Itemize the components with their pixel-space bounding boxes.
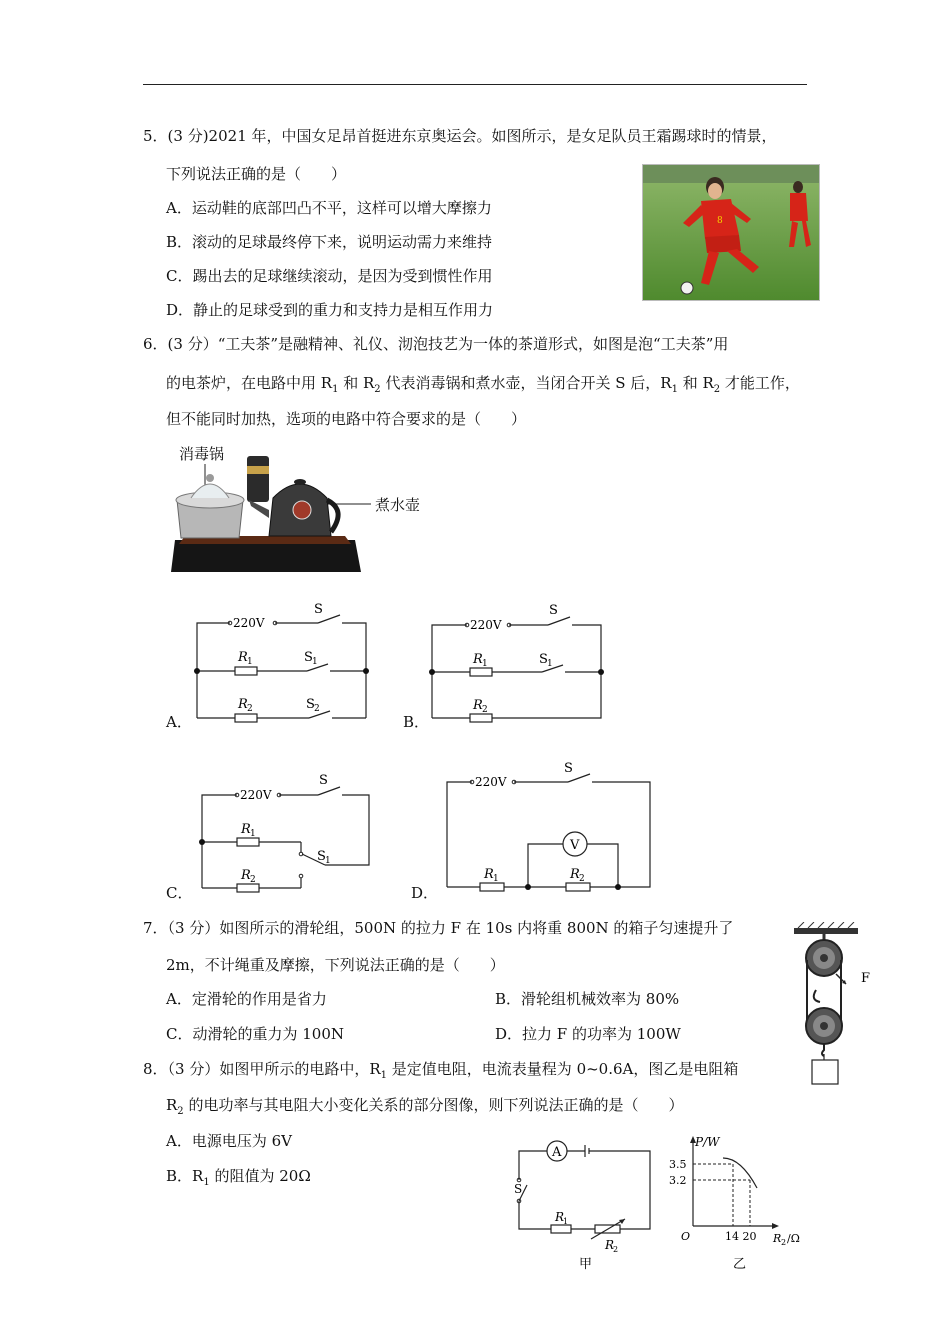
svg-text:R: R	[473, 652, 483, 667]
circuit-d	[440, 760, 660, 895]
svg-text:R: R	[238, 697, 248, 712]
q8-option-b[interactable]: B．$R_1$ 的阻值为 20Ω	[166, 1167, 311, 1188]
q5-option-a[interactable]: A．运动鞋的底部凹凸不平，这样可以增大摩擦力	[166, 199, 492, 217]
svg-text:1: 1	[250, 829, 256, 839]
svg-text:2: 2	[579, 874, 585, 884]
q7-option-c[interactable]: C．动滑轮的重力为 100N	[166, 1025, 345, 1043]
svg-text:3.5: 3.5	[669, 1158, 687, 1171]
q5-option-c[interactable]: C．踢出去的足球继续滚动，是因为受到惯性作用	[166, 267, 493, 285]
svg-text:220V: 220V	[470, 618, 502, 632]
svg-text:/Ω: /Ω	[787, 1232, 800, 1245]
svg-text:220V: 220V	[233, 616, 265, 630]
svg-text:P/W: P/W	[695, 1135, 720, 1149]
svg-text:2: 2	[613, 1245, 619, 1254]
q5-option-b[interactable]: B．滚动的足球最终停下来，说明运动需力来维持	[166, 233, 493, 251]
voltmeter-symbol: V	[570, 838, 580, 853]
circuit-b	[425, 598, 610, 728]
svg-text:1: 1	[325, 856, 331, 866]
svg-text:S: S	[317, 849, 326, 864]
force-label: F	[861, 971, 871, 986]
q7-stem-line1: 7．（3 分）如图所示的滑轮组，500N 的拉力 F 在 10s 内将重 800N 的箱子匀速提升了	[143, 919, 734, 937]
q6-stem-line3: 但不能同时加热，选项的电路中符合要求的是（ ）	[166, 410, 527, 428]
svg-text:S: S	[549, 603, 558, 618]
q6-option-a[interactable]: A．	[166, 713, 192, 731]
q7-option-b[interactable]: B．滑轮组机械效率为 80%	[495, 990, 680, 1008]
q5-stem-line2: 下列说法正确的是（ ）	[166, 165, 347, 183]
svg-text:O: O	[681, 1230, 691, 1243]
svg-text:R: R	[238, 650, 248, 665]
svg-text:2: 2	[781, 1238, 787, 1247]
q6-stem-line2: 的电茶炉，在电路中用 $R_1$ 和 $R_2$ 代表消毒锅和煮水壶，当闭合开关 S 后，$R_1$ 和 $R_2$ 才能工作，	[166, 374, 800, 395]
header-rule	[143, 84, 807, 85]
svg-text:S: S	[514, 1182, 523, 1196]
q7-option-d[interactable]: D．拉力 F 的功率为 100W	[495, 1025, 681, 1043]
q8-power-graph	[665, 1130, 815, 1275]
svg-text:1: 1	[482, 659, 488, 669]
q8-circuit-figure	[505, 1135, 665, 1273]
q6-stem-line1: 6．(3 分）“工夫茶”是融精神、礼仪、沏泡技艺为一体的茶道形式，如图是泡“工夫茶”用	[143, 335, 729, 353]
svg-text:R: R	[605, 1238, 615, 1252]
q6-option-d[interactable]: D．	[411, 884, 439, 902]
label-kettle: 煮水壶	[375, 496, 421, 514]
svg-text:R: R	[773, 1232, 782, 1245]
svg-text:1: 1	[247, 657, 253, 667]
svg-text:S: S	[539, 652, 548, 667]
q6-option-b[interactable]: B．	[403, 713, 430, 731]
fig-yi-caption: 乙	[733, 1257, 747, 1272]
svg-text:1: 1	[547, 659, 553, 669]
circuit-c	[195, 768, 380, 898]
svg-text:R: R	[241, 868, 251, 883]
q5-stem-line1: 5．(3 分)2021 年，中国女足昂首挺进东京奥运会。如图所示，是女足队员王霜踢球时的情景，	[143, 127, 777, 145]
q7-stem-line2: 2m，不计绳重及摩擦，下列说法正确的是（ ）	[166, 956, 505, 974]
svg-text:2: 2	[482, 705, 488, 715]
q8-stem-line1: 8．（3 分）如图甲所示的电路中，$R_1$ 是定值电阻，电流表量程为 0~0.6A，图乙是电阻箱	[143, 1060, 739, 1081]
svg-text:R: R	[484, 867, 494, 882]
pulley-system-figure	[790, 922, 880, 1088]
q7-option-a[interactable]: A．定滑轮的作用是省力	[166, 990, 327, 1008]
svg-text:R: R	[241, 822, 251, 837]
svg-text:R: R	[555, 1210, 565, 1224]
svg-text:3.2: 3.2	[669, 1174, 687, 1187]
svg-text:220V: 220V	[475, 775, 507, 789]
q5-option-d[interactable]: D．静止的足球受到的重力和支持力是相互作用力	[166, 301, 494, 319]
svg-text:S: S	[319, 773, 328, 788]
svg-text:1: 1	[493, 874, 499, 884]
ammeter-symbol: A	[552, 1145, 562, 1160]
svg-text:2: 2	[247, 704, 253, 714]
q6-option-c[interactable]: C．	[166, 884, 193, 902]
label-sterilizer: 消毒锅	[179, 445, 225, 463]
svg-text:R: R	[473, 698, 483, 713]
fig-jia-caption: 甲	[579, 1257, 593, 1272]
svg-text:S: S	[304, 650, 313, 665]
svg-text:1: 1	[563, 1217, 569, 1226]
svg-text:1: 1	[312, 657, 318, 667]
tea-stove-photo	[165, 440, 445, 580]
svg-text:S: S	[314, 602, 323, 617]
circuit-a	[190, 595, 375, 730]
svg-text:220V: 220V	[240, 788, 272, 802]
svg-text:8: 8	[717, 216, 723, 226]
q8-stem-line2: $R_2$ 的电功率与其电阻大小变化关系的部分图像，则下列说法正确的是（ ）	[166, 1096, 684, 1117]
svg-text:14 20: 14 20	[725, 1230, 757, 1243]
svg-text:S: S	[306, 697, 315, 712]
soccer-player-photo	[642, 164, 820, 301]
q8-option-a[interactable]: A．电源电压为 6V	[166, 1132, 292, 1150]
svg-text:2: 2	[314, 704, 320, 714]
svg-text:2: 2	[250, 875, 256, 885]
svg-text:S: S	[564, 761, 573, 776]
svg-text:R: R	[570, 867, 580, 882]
